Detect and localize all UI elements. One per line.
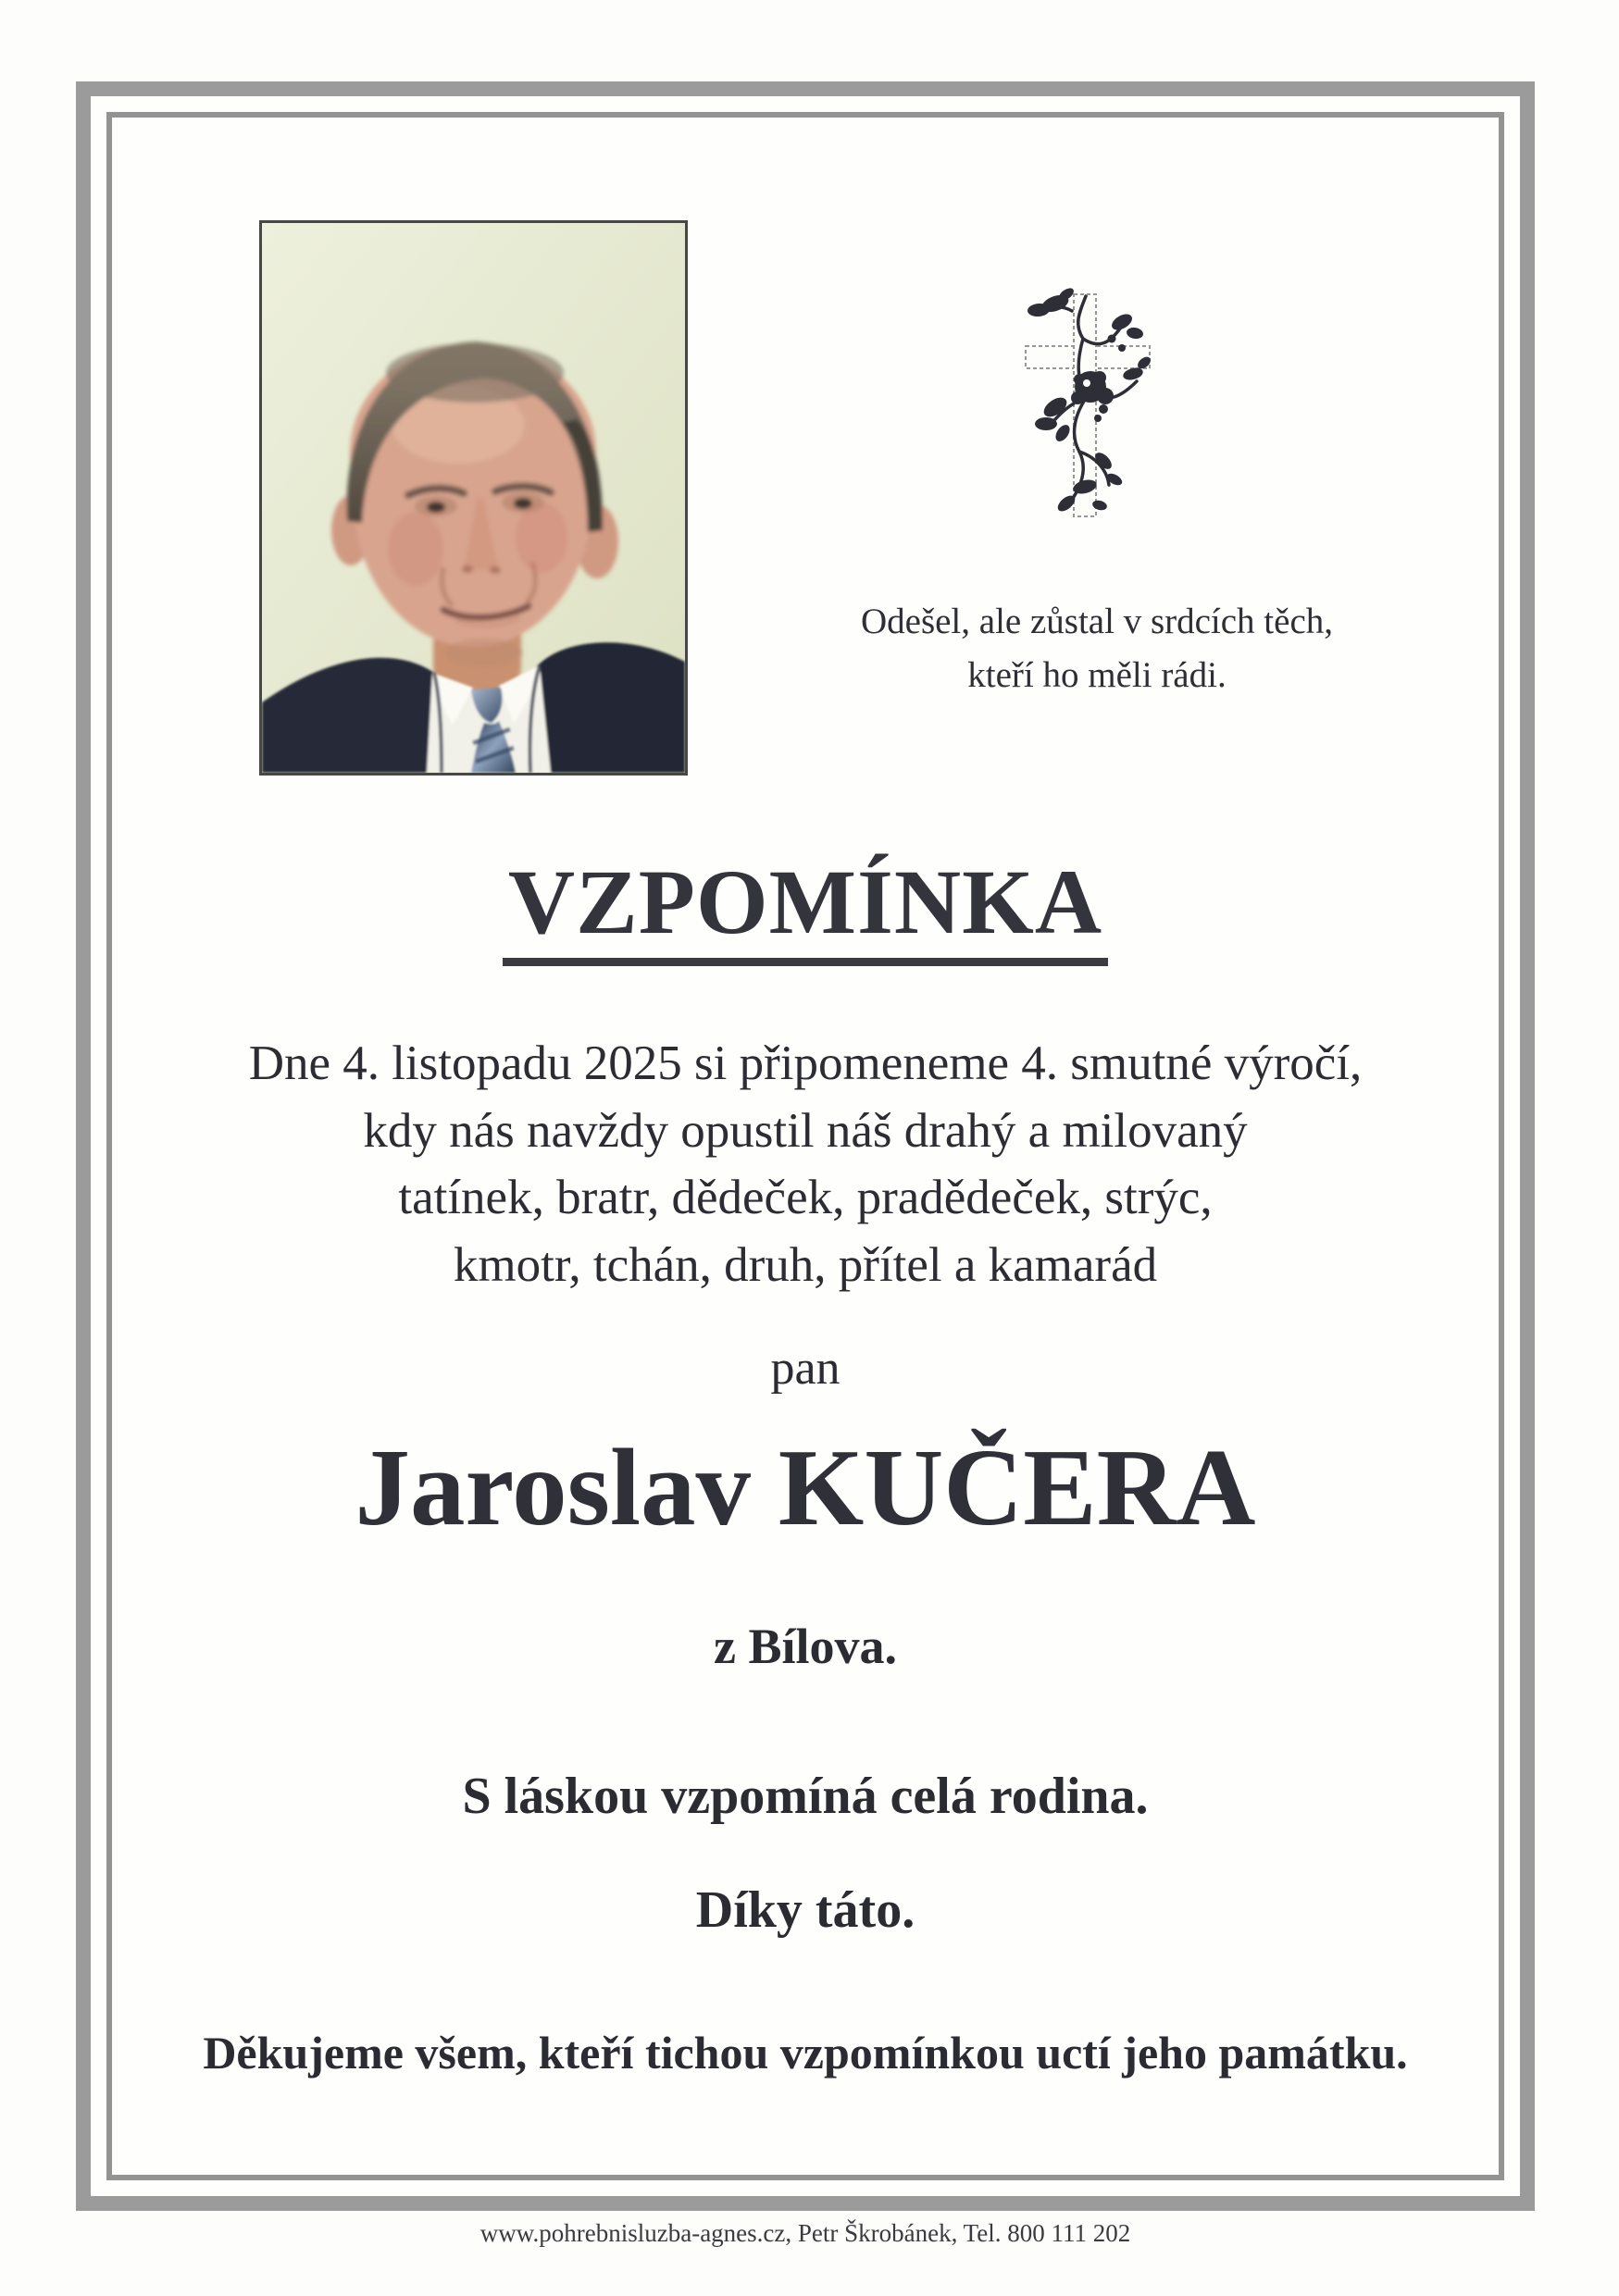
gratitude-line: Děkujeme všem, kteří tichou vzpomínkou uctí jeho památku. <box>203 2026 1408 2079</box>
memorial-quote <box>745 595 1449 701</box>
deceased-name: Jaroslav KUČERA <box>355 1426 1256 1549</box>
origin-line: z Bílova. <box>714 1619 897 1675</box>
thanks-line: Díky táto. <box>695 1880 915 1939</box>
page-title: VZPOMÍNKA <box>503 856 1108 966</box>
card-content <box>112 118 1499 2175</box>
body-line: tatínek, bratr, dědeček, pradědeček, strýc, <box>398 1171 1213 1225</box>
body-line: Dne 4. listopadu 2025 si připomeneme 4. smutné výročí, <box>248 1036 1363 1090</box>
footer-contact: www.pohrebnisluzba-agnes.cz, Petr Škrobánek, Tel. 800 111 202 <box>479 2219 1131 2247</box>
memorial-card-frame <box>76 81 1535 2211</box>
family-remembrance-line: S láskou vzpomíná celá rodina. <box>462 1768 1149 1826</box>
cross-with-roses-icon <box>1018 285 1157 526</box>
salutation: pan <box>770 1342 841 1396</box>
body-line: kmotr, tchán, druh, přítel a kamarád <box>453 1237 1158 1292</box>
body-paragraph <box>112 1030 1499 1298</box>
body-line: kdy nás navždy opustil náš drahý a milovaný <box>363 1103 1248 1158</box>
quote-line: kteří ho měli rádi. <box>967 654 1227 695</box>
inner-frame-border <box>106 112 1504 2180</box>
quote-line: Odešel, ale zůstal v srdcích těch, <box>860 602 1334 641</box>
card-header-region <box>112 118 1499 747</box>
portrait-image <box>262 223 685 773</box>
portrait-photo <box>259 220 688 776</box>
